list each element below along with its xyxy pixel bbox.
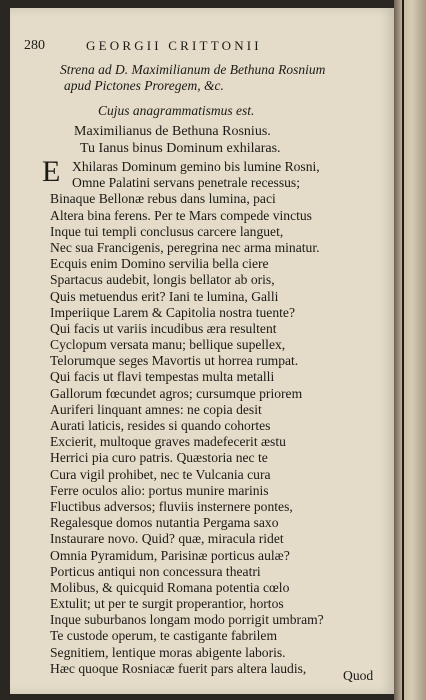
poem-line: Molibus, & quicquid Romana potentia cœlo — [50, 579, 290, 595]
dedication-line: Strena ad D. Maximilianum de Bethuna Rosnium — [60, 62, 326, 77]
poem-body — [42, 155, 390, 677]
poem-line: Xhilaras Dominum gemino bis lumine Rosni, — [72, 159, 320, 174]
catchword: Quod — [343, 668, 374, 683]
poem-line: Omnia Pyramidum, Parisinæ porticus aulæ? — [50, 547, 290, 563]
dedication-line: apud Pictones Proregem, &c. — [64, 78, 224, 93]
poem-line: Extulit; ut per te surgit properantior, hortos — [50, 596, 284, 612]
anagram-heading: Cujus anagrammatismus est. — [98, 103, 255, 118]
poem-line: Qui facis ut variis incudibus æra resultent — [50, 320, 277, 336]
anagram-result: Tu Ianus binus Dominum exhilaras. — [80, 141, 281, 156]
running-header — [24, 38, 364, 56]
poem-line: Segnitiem, lentique moras abigente laboris. — [50, 644, 286, 660]
poem-line: Regalesque domos nutantia Pergama saxo — [50, 515, 279, 531]
dedication-heading — [60, 62, 380, 94]
poem-line: Inque suburbanos longam modo porrigit umbram? — [50, 612, 324, 628]
poem-line: Aurati laticis, resides si quando cohortes — [50, 418, 271, 433]
book-page — [10, 8, 394, 694]
poem-line: Fluctibus adversos; fluviis insternere pontes, — [50, 498, 293, 514]
anagram-block — [74, 123, 281, 157]
poem-line: Te custode operum, te castigante fabrilem — [50, 628, 278, 644]
poem-line: Instaurare novo. Quid? quæ, miracula ridet — [50, 531, 284, 547]
poem-line: Gallorum fœcundet agros; cursumque priorem — [50, 385, 303, 401]
poem-line: Herrici pia curo patris. Quæstoria nec te — [50, 450, 268, 466]
poem-line: Cura vigil prohibet, nec te Vulcania cura — [50, 466, 271, 482]
book-spine-edge — [394, 0, 426, 700]
poem-line: Binaque Bellonæ rebus dans lumina, paci — [50, 191, 276, 207]
running-title: GEORGII CRITTONII — [86, 38, 262, 53]
poem-line: Telorumque seges Mavortis ut horrea rumpat. — [50, 353, 299, 369]
page-edge-divider — [402, 0, 404, 700]
poem-line: Qui facis ut flavi tempestas multa metalli — [50, 369, 275, 385]
poem-line: Imperiique Larem & Capitolia nostra tuente? — [50, 304, 295, 320]
poem-line: Auriferi linquant amnes: ne copia desit — [50, 401, 262, 417]
poem-line: Ferre oculos alio: portus munire marinis — [50, 482, 269, 498]
poem-line: Inque tui templi conclusus carcere languet, — [50, 223, 284, 239]
poem-line: Ecquis enim Domino servilia bella ciere — [50, 256, 269, 272]
drop-capital: E — [42, 155, 61, 188]
poem-line: Omne Palatini servans penetrale recessus; — [72, 175, 300, 191]
poem-line: Altera bina ferens. Per te Mars compede vinctus — [50, 207, 312, 223]
poem-line: Hæc quoque Rosniacæ fuerit pars altera laudis, — [50, 660, 307, 676]
poem-line: Spartacus audebit, longis bellator ab oris, — [50, 272, 275, 288]
page-number: 280 — [24, 38, 45, 53]
poem-line: Quis metuendus erit? Iani te lumina, Galli — [50, 288, 279, 304]
poem-line: Porticus antiqui non concessura theatri — [50, 563, 261, 579]
anagram-name: Maximilianus de Bethuna Rosnius. — [74, 124, 271, 139]
poem-line: Excierit, multoque graves madefecerit æstu — [50, 434, 286, 450]
poem-line: Nec sua Francigenis, peregrina nec arma minatur. — [50, 239, 320, 255]
poem-line: Cyclopum versata manu; bellique supellex, — [50, 337, 286, 353]
